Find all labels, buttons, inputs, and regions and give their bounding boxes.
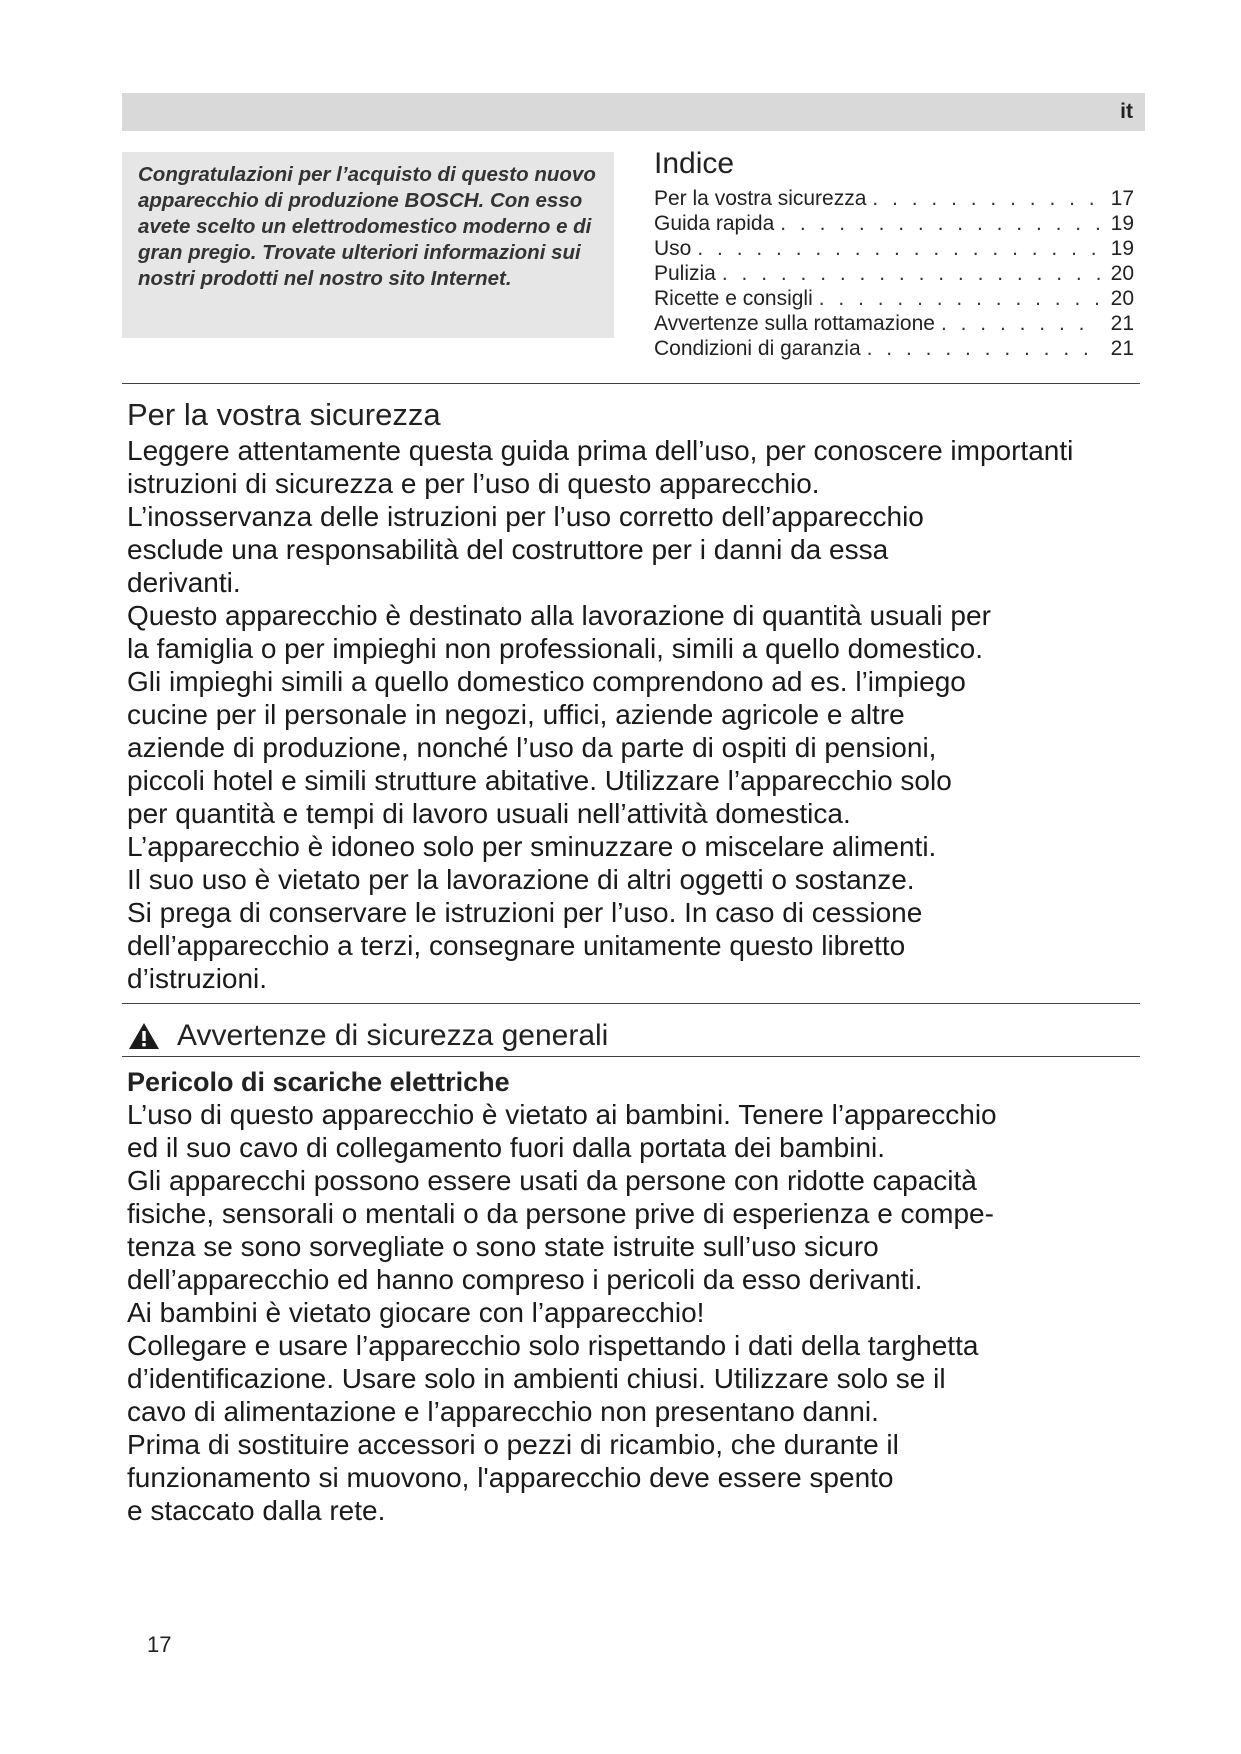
language-bar: [122, 93, 1145, 131]
toc-item-page: 21: [1110, 337, 1134, 360]
safety-body: L’inosservanza delle istruzioni per l’uso corretto dell’apparecchio esclude una responsabilità del costruttore per i danni da essa derivanti. Questo apparecchio è destinato alla lavorazione di quantità usuali per la famiglia o per impieghi non professionali, simili a quello domestico. Gli impieghi simili a quello domestico comprendono ad es. l’impiego cucine per il personale in negozi, uffici, aziende agricole e altre aziende di produzione, nonché l’uso da parte di ospiti di pensioni, piccoli hotel e simili strutture abitative. Utilizzare l’apparecchio solo per quantità e tempi di lavoro usuali nell’attività domestica. L’apparecchio è idoneo solo per sminuzzare o miscelare alimenti. Il suo uso è vietato per la lavorazione di altri oggetti o sostanze. Si prega di conservare le istruzioni per l’uso. In caso di cessione dell’apparecchio a terzi, consegnare unitamente questo libretto d’istruzioni.: [127, 501, 991, 994]
toc-item-page: 21: [1110, 312, 1134, 335]
toc-item[interactable]: [654, 236, 1134, 261]
toc-item[interactable]: [654, 286, 1134, 311]
toc-item-label: Condizioni di garanzia: [654, 337, 861, 360]
toc-item[interactable]: [654, 186, 1134, 211]
toc-item-label: Avvertenze sulla rottamazione: [654, 312, 935, 335]
warning-triangle-icon: [127, 1021, 161, 1051]
section-divider: [122, 383, 1140, 384]
toc-item[interactable]: [654, 311, 1134, 336]
general-warnings-header: [127, 1014, 1140, 1058]
toc-item[interactable]: [654, 336, 1134, 361]
page-number: 17: [147, 1632, 172, 1657]
electric-shock-body: L’uso di questo apparecchio è vietato ai bambini. Tenere l’apparecchio ed il suo cavo di collegamento fuori dalla portata dei bambini. Gli apparecchi possono essere usati da persone con ridotte capacità fisiche, sensorali o mentali o da persone prive di esperienza e compe- tenza se sono sorvegliate o sono state istruite sull’uso sicuro dell’apparecchio ed hanno compreso i pericoli da esso derivanti. Ai bambini è vietato giocare con l’apparecchio! Collegare e usare l’apparecchio solo rispettando i dati della targhetta d’identificazione. Usare solo in ambienti chiusi. Utilizzare solo se il cavo di alimentazione e l’apparecchio non presentano danni. Prima di sostituire accessori o pezzi di ricambio, che durante il funzionamento si muovono, l'apparecchio deve essere spento e staccato dalla rete.: [127, 1099, 997, 1526]
safety-heading: Per la vostra sicurezza: [127, 397, 441, 432]
electric-shock-subheading: Pericolo di scariche elettriche: [127, 1067, 510, 1097]
safety-lead: Leggere attentamente questa guida prima dell’uso, per conoscere importanti istruzioni di sicurezza e per l’uso di questo apparecchio.: [127, 435, 1074, 499]
toc-item-page: 20: [1110, 287, 1134, 310]
toc-item[interactable]: [654, 211, 1134, 236]
general-warnings-title: Avvertenze di sicurezza generali: [177, 1019, 609, 1052]
toc-item-label: Uso: [654, 237, 692, 260]
section-divider: [122, 1056, 1140, 1057]
toc-item[interactable]: [654, 261, 1134, 286]
toc-item-page: 19: [1110, 237, 1134, 260]
toc-item-label: Per la vostra sicurezza: [654, 187, 867, 210]
intro-text: Congratulazioni per l’acquisto di questo nuovo apparecchio di produzione BOSCH. Con esso avete scelto un elettrodomestico moderno e di gran pregio. Trovate ulteriori informazioni sui nostri prodotti nel nostro sito Internet.: [138, 163, 596, 290]
table-of-contents: [654, 146, 1134, 361]
toc-item-label: Pulizia: [654, 262, 716, 285]
toc-title: Indice: [654, 147, 735, 180]
language-label: it: [1120, 100, 1133, 123]
intro-box: [122, 152, 614, 338]
toc-item-label: Guida rapida: [654, 212, 775, 235]
toc-item-page: 19: [1110, 212, 1134, 235]
electric-shock-section: [127, 1066, 1157, 1527]
toc-item-label: Ricette e consigli: [654, 287, 813, 310]
toc-item-page: 20: [1110, 262, 1134, 285]
toc-item-page: 17: [1110, 187, 1134, 210]
section-divider: [122, 1003, 1140, 1004]
safety-section: [127, 396, 1157, 995]
